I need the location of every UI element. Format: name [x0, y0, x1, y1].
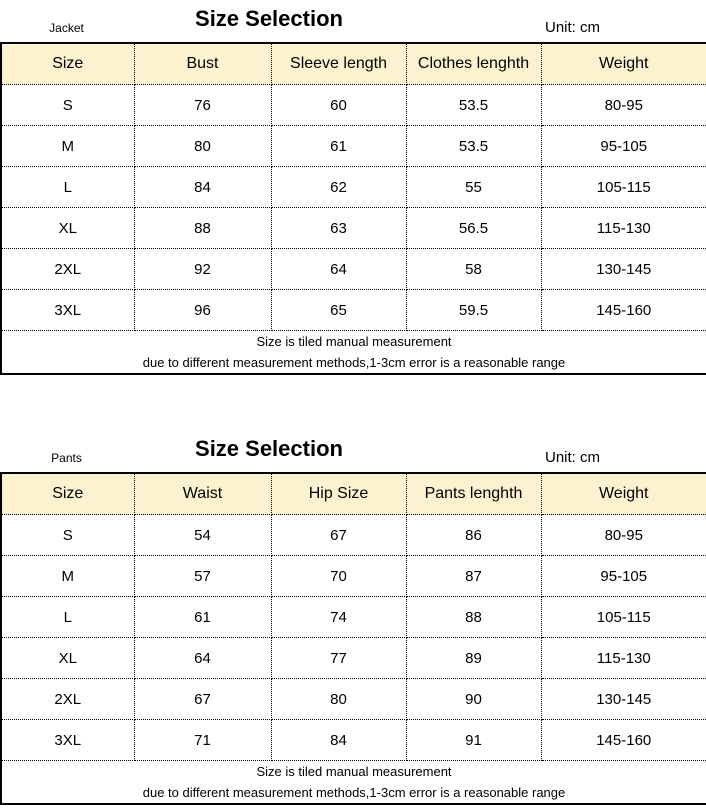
value-cell: 67 [271, 515, 406, 556]
value-cell: 96 [134, 290, 271, 331]
size-cell: L [1, 167, 134, 208]
size-cell: M [1, 556, 134, 597]
header-row [1, 473, 706, 515]
page-title: Size Selection [195, 6, 343, 31]
note-line-2: due to different measurement methods,1-3cm error is a reasonable range [142, 355, 566, 370]
size-cell: XL [1, 638, 134, 679]
jacket-title-block [0, 0, 706, 42]
value-cell: 80 [134, 126, 271, 167]
size-cell: M [1, 126, 134, 167]
table-row [1, 167, 706, 208]
value-cell: 53.5 [406, 85, 541, 126]
value-cell: 57 [134, 556, 271, 597]
table-row [1, 208, 706, 249]
value-cell: 84 [134, 167, 271, 208]
unit-label: Unit: cm [545, 449, 601, 466]
column-header: Weight [541, 43, 706, 85]
table-row [1, 85, 706, 126]
value-cell: 105-115 [541, 167, 706, 208]
measurement-note [1, 761, 706, 805]
garment-label: Pants [51, 451, 82, 465]
value-cell: 64 [271, 249, 406, 290]
jacket-size-table [0, 42, 706, 375]
value-cell: 130-145 [541, 249, 706, 290]
value-cell: 63 [271, 208, 406, 249]
column-header: Waist [134, 473, 271, 515]
table-row [1, 679, 706, 720]
value-cell: 65 [271, 290, 406, 331]
column-header: Weight [541, 473, 706, 515]
column-header: Size [1, 473, 134, 515]
value-cell: 115-130 [541, 638, 706, 679]
table-body [1, 85, 706, 331]
note-line-2: due to different measurement methods,1-3cm error is a reasonable range [142, 785, 566, 800]
value-cell: 71 [134, 720, 271, 761]
table-row [1, 638, 706, 679]
value-cell: 76 [134, 85, 271, 126]
size-cell: 2XL [1, 679, 134, 720]
value-cell: 58 [406, 249, 541, 290]
size-cell: XL [1, 208, 134, 249]
value-cell: 91 [406, 720, 541, 761]
value-cell: 87 [406, 556, 541, 597]
value-cell: 84 [271, 720, 406, 761]
size-cell: S [1, 515, 134, 556]
value-cell: 80 [271, 679, 406, 720]
value-cell: 61 [134, 597, 271, 638]
pants-size-table [0, 472, 706, 805]
table-row [1, 556, 706, 597]
garment-label: Jacket [49, 21, 84, 35]
table-row [1, 126, 706, 167]
table-body [1, 515, 706, 761]
column-header: Size [1, 43, 134, 85]
jacket-size-section [0, 0, 706, 375]
size-cell: L [1, 597, 134, 638]
note-row [1, 761, 706, 805]
value-cell: 59.5 [406, 290, 541, 331]
value-cell: 86 [406, 515, 541, 556]
value-cell: 74 [271, 597, 406, 638]
value-cell: 88 [406, 597, 541, 638]
value-cell: 80-95 [541, 85, 706, 126]
table-row [1, 249, 706, 290]
size-cell: 2XL [1, 249, 134, 290]
value-cell: 56.5 [406, 208, 541, 249]
value-cell: 95-105 [541, 556, 706, 597]
value-cell: 145-160 [541, 290, 706, 331]
table-row [1, 720, 706, 761]
value-cell: 61 [271, 126, 406, 167]
column-header: Pants lenghth [406, 473, 541, 515]
value-cell: 55 [406, 167, 541, 208]
table-row [1, 290, 706, 331]
value-cell: 67 [134, 679, 271, 720]
table-row [1, 597, 706, 638]
pants-size-section [0, 430, 706, 805]
value-cell: 90 [406, 679, 541, 720]
size-cell: 3XL [1, 290, 134, 331]
column-header: Hip Size [271, 473, 406, 515]
note-line-1: Size is tiled manual measurement [256, 334, 452, 349]
size-cell: 3XL [1, 720, 134, 761]
value-cell: 95-105 [541, 126, 706, 167]
value-cell: 115-130 [541, 208, 706, 249]
measurement-note [1, 331, 706, 375]
column-header: Sleeve length [271, 43, 406, 85]
value-cell: 60 [271, 85, 406, 126]
value-cell: 53.5 [406, 126, 541, 167]
value-cell: 89 [406, 638, 541, 679]
value-cell: 80-95 [541, 515, 706, 556]
note-line-1: Size is tiled manual measurement [256, 764, 452, 779]
column-header: Bust [134, 43, 271, 85]
value-cell: 145-160 [541, 720, 706, 761]
value-cell: 105-115 [541, 597, 706, 638]
value-cell: 70 [271, 556, 406, 597]
unit-label: Unit: cm [545, 19, 601, 36]
value-cell: 62 [271, 167, 406, 208]
value-cell: 77 [271, 638, 406, 679]
value-cell: 54 [134, 515, 271, 556]
column-header: Clothes lenghth [406, 43, 541, 85]
value-cell: 64 [134, 638, 271, 679]
value-cell: 130-145 [541, 679, 706, 720]
value-cell: 88 [134, 208, 271, 249]
header-row [1, 43, 706, 85]
note-row [1, 331, 706, 375]
value-cell: 92 [134, 249, 271, 290]
table-row [1, 515, 706, 556]
page-title: Size Selection [195, 436, 343, 461]
pants-title-block [0, 430, 706, 472]
size-cell: S [1, 85, 134, 126]
